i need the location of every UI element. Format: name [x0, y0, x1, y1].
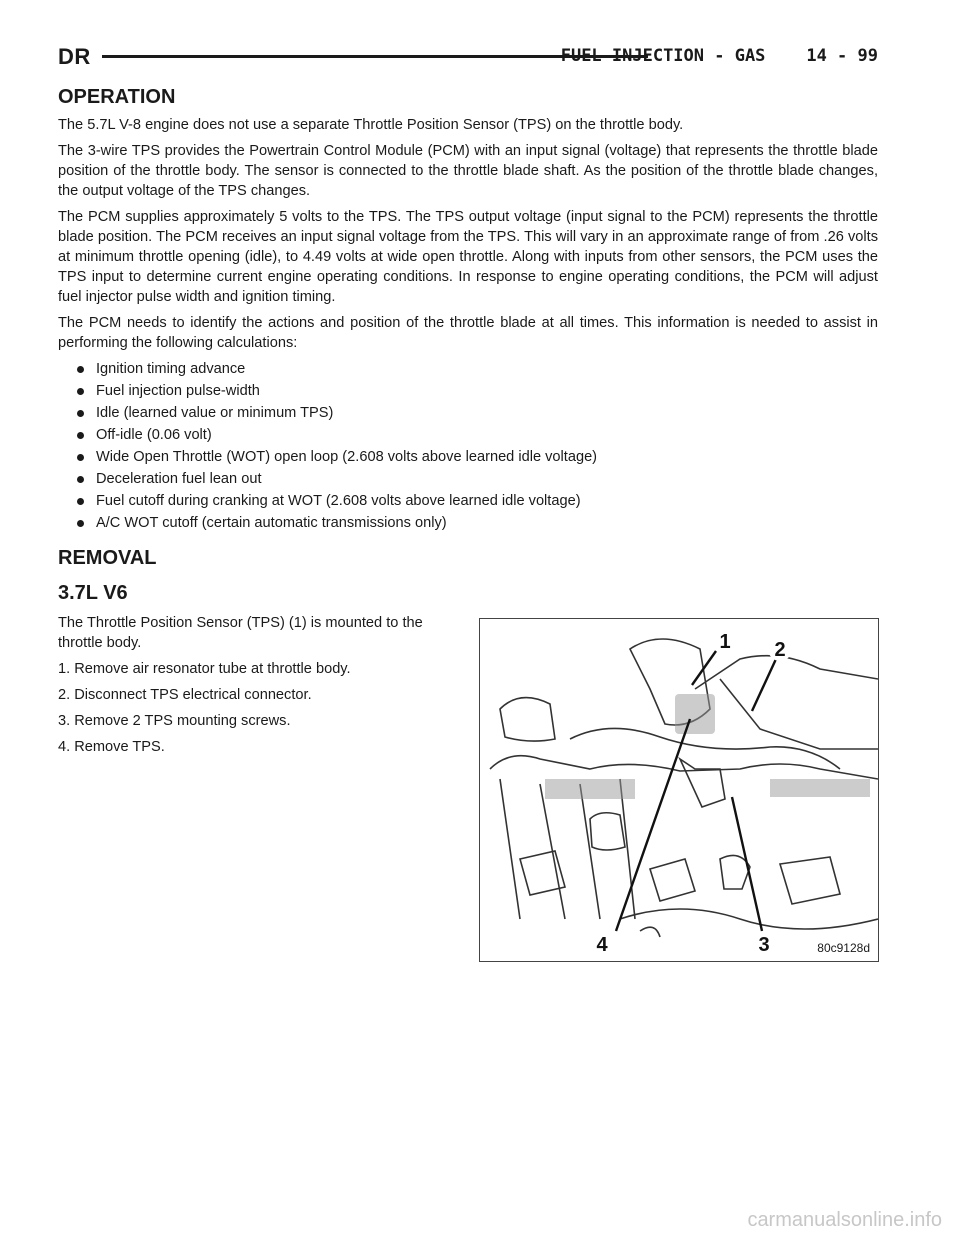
operation-paragraph: The PCM supplies approximately 5 volts to the TPS. The TPS output voltage (input signal to the PCM) represents the throttle blade position. The PCM receives an input signal voltage from the TPS. This will vary in an approximate range of from .26 volts at minimum throttle opening (idle), to 4.49 volts at wide open throttle. Along with inputs from other sensors, the PCM uses the TPS input to determine current engine operating conditions. In response to engine operating conditions, the PCM will adjust fuel injector pulse width and ignition timing.	[58, 209, 878, 305]
list-item: Idle (learned value or minimum TPS)	[58, 403, 878, 423]
list-item: Ignition timing advance	[58, 359, 878, 379]
engine-subheading: 3.7L V6	[58, 582, 128, 604]
page-header	[58, 44, 878, 72]
list-item: Off-idle (0.06 volt)	[58, 425, 878, 445]
callout-label: 1	[719, 631, 731, 653]
operation-paragraph: The 5.7L V-8 engine does not use a separate Throttle Position Sensor (TPS) on the throttle body.	[58, 117, 684, 133]
removal-step: 3. Remove 2 TPS mounting screws.	[58, 713, 291, 729]
removal-heading: REMOVAL	[58, 547, 157, 569]
list-item: Fuel cutoff during cranking at WOT (2.608 volts above learned idle voltage)	[58, 491, 878, 511]
callout-label: 2	[774, 639, 786, 661]
engine-illustration	[480, 619, 878, 961]
removal-step: 1. Remove air resonator tube at throttle body.	[58, 661, 351, 677]
watermark: carmanualsonline.info	[747, 1209, 942, 1231]
header-title: FUEL INJECTION - GAS 14 - 99	[560, 46, 878, 66]
calculation-list	[58, 359, 878, 533]
callout-label: 4	[596, 934, 608, 956]
removal-intro: The Throttle Position Sensor (TPS) (1) is mounted to the throttle body.	[58, 615, 423, 651]
removal-step: 4. Remove TPS.	[58, 739, 165, 755]
figure-id: 80c9128d	[817, 941, 870, 955]
list-item: Fuel injection pulse-width	[58, 381, 878, 401]
list-item: Deceleration fuel lean out	[58, 469, 878, 489]
tps-figure	[479, 618, 879, 962]
operation-paragraph: The PCM needs to identify the actions and position of the throttle blade at all times. This information is needed to assist in performing the following calculations:	[58, 315, 878, 351]
removal-steps	[58, 613, 438, 757]
list-item: A/C WOT cutoff (certain automatic transmissions only)	[58, 513, 878, 533]
operation-heading: OPERATION	[58, 86, 176, 108]
removal-step: 2. Disconnect TPS electrical connector.	[58, 687, 312, 703]
header-section-code: DR	[58, 44, 91, 69]
list-item: Wide Open Throttle (WOT) open loop (2.608 volts above learned idle voltage)	[58, 447, 878, 467]
operation-paragraph: The 3-wire TPS provides the Powertrain Control Module (PCM) with an input signal (voltage) that represents the throttle blade position of the throttle body. The sensor is connected to the throttle blade shaft. As the position of the throttle blade changes, the output voltage of the TPS changes.	[58, 143, 878, 199]
callout-label: 3	[758, 934, 770, 956]
